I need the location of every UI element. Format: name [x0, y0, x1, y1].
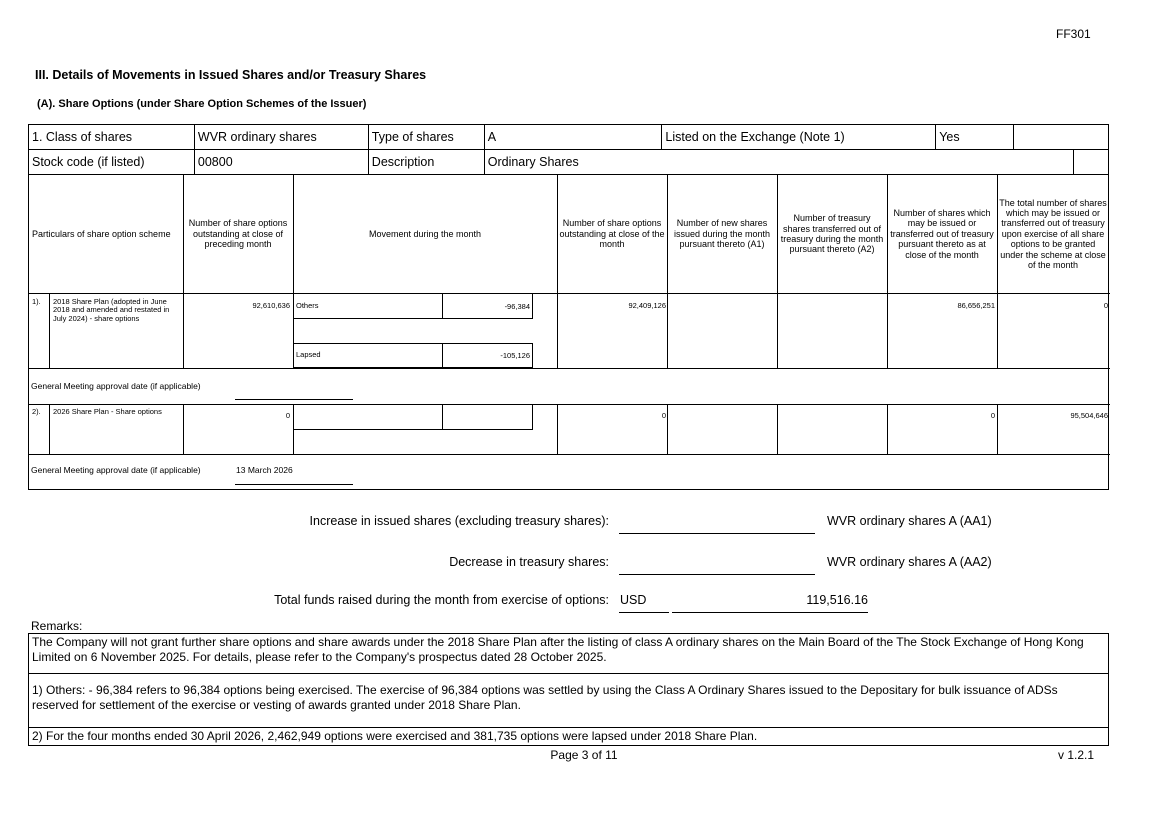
funds-value: 119,516.16	[806, 593, 868, 607]
scheme-2-close: 0	[661, 411, 666, 420]
scheme-1-movement-1-value: -96,384	[504, 302, 530, 311]
stock-code-row	[29, 150, 1109, 175]
scheme-1-index: 1).	[32, 297, 41, 306]
section-title: III. Details of Movements in Issued Shares and/or Treasury Shares	[35, 68, 427, 82]
page-number: Page 3 of 11	[550, 748, 618, 762]
scheme-2-may-be-issued: 0	[990, 411, 995, 420]
stock-code-value: 00800	[194, 150, 368, 175]
sub-title: (A). Share Options (under Share Option Schemes of the Issuer)	[37, 98, 367, 110]
version-label: v 1.2.1	[1058, 748, 1095, 762]
increase-label: Increase in issued shares (excluding treasury shares):	[309, 514, 609, 528]
scheme-1-movement-1-label: Others	[296, 301, 319, 310]
scheme-2-preceding: 0	[285, 411, 290, 420]
remarks-spacer	[29, 674, 1108, 682]
scheme-1-movement-2-label: Lapsed	[296, 350, 321, 359]
header-movement: Movement during the month	[368, 228, 482, 239]
remarks-box	[28, 633, 1109, 746]
scheme-1-total: 0	[1103, 301, 1108, 310]
scheme-1-preceding: 92,610,636	[252, 301, 290, 310]
listed-blank-cell	[1014, 125, 1109, 150]
share-class-info-table	[28, 124, 1109, 175]
decrease-unit: WVR ordinary shares A (AA2)	[827, 555, 992, 569]
scheme-1-movement-2-value: -105,126	[500, 351, 530, 360]
scheme-2-approval-label: General Meeting approval date (if applicable)	[31, 465, 201, 475]
header-outstanding-close: Number of share options outstanding at close of the month	[559, 218, 665, 250]
description-label: Description	[368, 150, 484, 175]
scheme-2-approval-date: 13 March 2026	[236, 465, 293, 475]
remarks-paragraph-2: 1) Others: - 96,384 refers to 96,384 options being exercised. The exercise of 96,384 options was settled by using the Class A Ordinary Shares issued to the Depositary for bulk issuance of ADSs reserved for settlement of the exercise or vesting of awards granted under 2018 Share Plan.	[29, 682, 1108, 728]
decrease-value-line	[619, 574, 815, 575]
decrease-label: Decrease in treasury shares:	[449, 555, 609, 569]
funds-label: Total funds raised during the month from exercise of options:	[274, 593, 609, 607]
scheme-1-may-be-issued: 86,656,251	[957, 301, 995, 310]
scheme-2-total: 95,504,646	[1070, 411, 1108, 420]
type-value: A	[484, 125, 662, 150]
header-particulars: Particulars of share option scheme	[32, 228, 171, 239]
funds-currency: USD	[620, 593, 647, 607]
form-code: FF301	[1056, 27, 1091, 41]
increase-unit: WVR ordinary shares A (AA1)	[827, 514, 992, 528]
scheme-1-approval-label: General Meeting approval date (if applicable)	[31, 381, 201, 391]
scheme-1-name: 2018 Share Plan (adopted in June 2018 and amended and restated in July 2024) - share options	[53, 297, 170, 323]
header-new-shares: Number of new shares issued during the month pursuant thereto (A1)	[673, 218, 771, 250]
remarks-label: Remarks:	[31, 619, 83, 633]
description-value: Ordinary Shares	[484, 150, 1073, 175]
type-label: Type of shares	[368, 125, 484, 150]
remarks-paragraph-1: The Company will not grant further share options and share awards under the 2018 Share Plan after the listing of class A ordinary shares on the Main Board of the The Stock Exchange of Hong Kong Limited on 6 November 2025. For details, please refer to the Company's prospectus dated 28 October 2025.	[29, 634, 1108, 674]
scheme-2-name: 2026 Share Plan - Share options	[53, 407, 162, 416]
header-total-number: The total number of shares which may be issued or transferred out of treasury upon exercise of all share options to be granted under the scheme at close of the month	[999, 197, 1107, 270]
description-blank-cell	[1074, 150, 1109, 175]
funds-value-line	[672, 612, 868, 613]
increase-value-line	[619, 533, 815, 534]
listed-label: Listed on the Exchange (Note 1)	[662, 125, 936, 150]
class-value: WVR ordinary shares	[194, 125, 368, 150]
listed-value: Yes	[936, 125, 1014, 150]
scheme-2-movement-label-box	[293, 404, 443, 430]
scheme-1-approval-date-line	[235, 399, 353, 400]
class-label: 1. Class of shares	[29, 125, 195, 150]
remarks-paragraph-3: 2) For the four months ended 30 April 2026, 2,462,949 options were exercised and 381,735 options were lapsed under 2018 Share Plan.	[32, 729, 758, 743]
class-row	[29, 125, 1109, 150]
header-may-be-issued: Number of shares which may be issued or transferred out of treasury pursuant thereto as at close of the month	[890, 208, 994, 260]
funds-currency-line	[619, 612, 669, 613]
header-treasury-transferred: Number of treasury shares transferred out of treasury during the month pursuant thereto (A2)	[780, 213, 884, 255]
stock-code-label: Stock code (if listed)	[29, 150, 195, 175]
scheme-1-close: 92,409,126	[628, 301, 666, 310]
scheme-2-index: 2).	[32, 407, 41, 416]
header-outstanding-preceding: Number of share options outstanding at close of preceding month	[188, 218, 288, 250]
scheme-2-approval-date-line	[235, 484, 353, 485]
scheme-2-movement-value-box	[442, 404, 533, 430]
share-option-grid	[28, 174, 1109, 490]
